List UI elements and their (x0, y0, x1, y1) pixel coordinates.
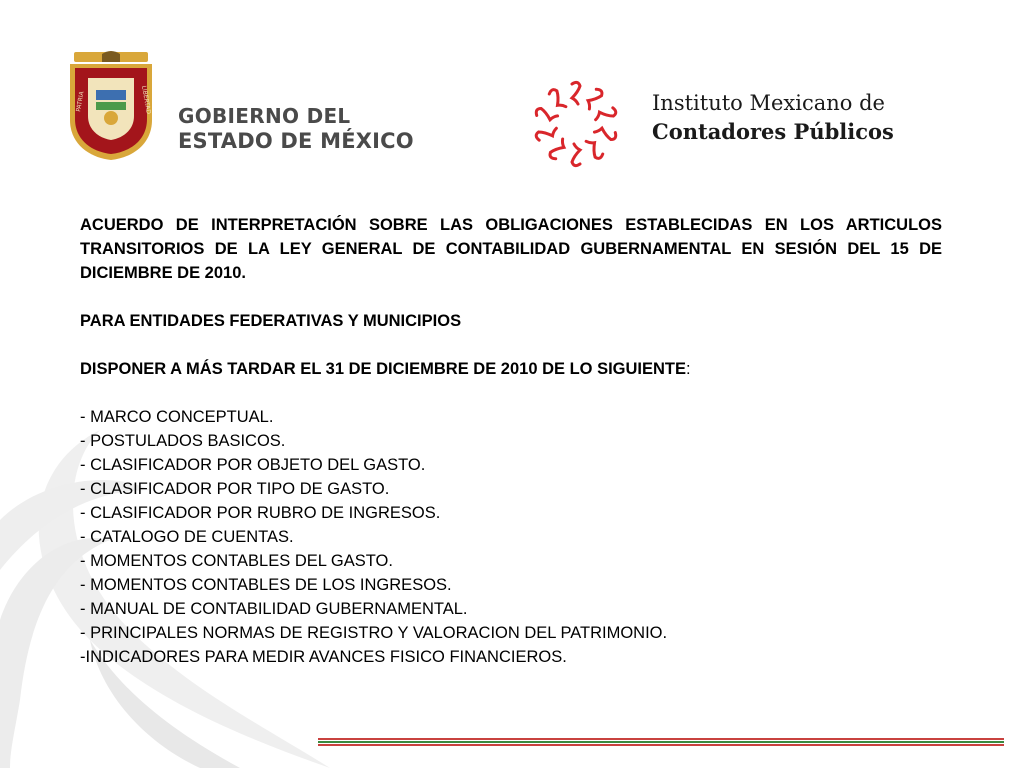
list-item: - PRINCIPALES NORMAS DE REGISTRO Y VALORACION DEL PATRIMONIO. (80, 624, 668, 642)
gobierno-line2: ESTADO DE MÉXICO (178, 129, 414, 153)
list-item: - CATALOGO DE CUENTAS. (80, 528, 294, 546)
imcp-line2: Contadores Públicos (652, 119, 894, 144)
list-item: -INDICADORES PARA MEDIR AVANCES FISICO FINANCIEROS. (80, 648, 567, 666)
deadline-text: DISPONER A MÁS TARDAR EL 31 DE DICIEMBRE DE 2010 DE LO SIGUIENTE (80, 360, 687, 378)
list-item: - CLASIFICADOR POR RUBRO DE INGRESOS. (80, 504, 441, 522)
estado-de-mexico-seal-icon (66, 50, 156, 162)
scope-line: PARA ENTIDADES FEDERATIVAS Y MUNICIPIOS (80, 312, 462, 330)
list-item: - MARCO CONCEPTUAL. (80, 408, 274, 426)
svg-text:LIBERTAD: LIBERTAD (140, 85, 152, 115)
list-item: - MOMENTOS CONTABLES DE LOS INGRESOS. (80, 576, 452, 594)
gobierno-line1: GOBIERNO DEL (178, 104, 351, 128)
gobierno-estado-mexico-wordmark (178, 104, 414, 154)
list-item: - MOMENTOS CONTABLES DEL GASTO. (80, 552, 393, 570)
imcp-line1: Instituto Mexicano de (652, 91, 885, 115)
svg-text:PATRIA: PATRIA (75, 90, 86, 113)
list-item: - POSTULADOS BASICOS. (80, 432, 286, 450)
imcp-wordmark (652, 88, 894, 146)
imcp-ribbon-logo-icon (528, 80, 624, 168)
deadline-colon: : (686, 360, 691, 378)
list-item: - MANUAL DE CONTABILIDAD GUBERNAMENTAL. (80, 600, 468, 618)
requirements-list (80, 405, 942, 669)
footer-divider-lines (318, 738, 1004, 748)
document-body (80, 213, 942, 669)
deadline-line (80, 357, 942, 381)
list-item: - CLASIFICADOR POR OBJETO DEL GASTO. (80, 456, 426, 474)
list-item: - CLASIFICADOR POR TIPO DE GASTO. (80, 480, 390, 498)
document-heading: ACUERDO DE INTERPRETACIÓN SOBRE LAS OBLIGACIONES ESTABLECIDAS EN LOS ARTICULOS TRANSITORIOS DE LA LEY GENERAL DE CONTABILIDAD GUBERNAMENTAL EN SESIÓN DEL 15 DE DICIEMBRE DE 2010. (80, 216, 942, 282)
